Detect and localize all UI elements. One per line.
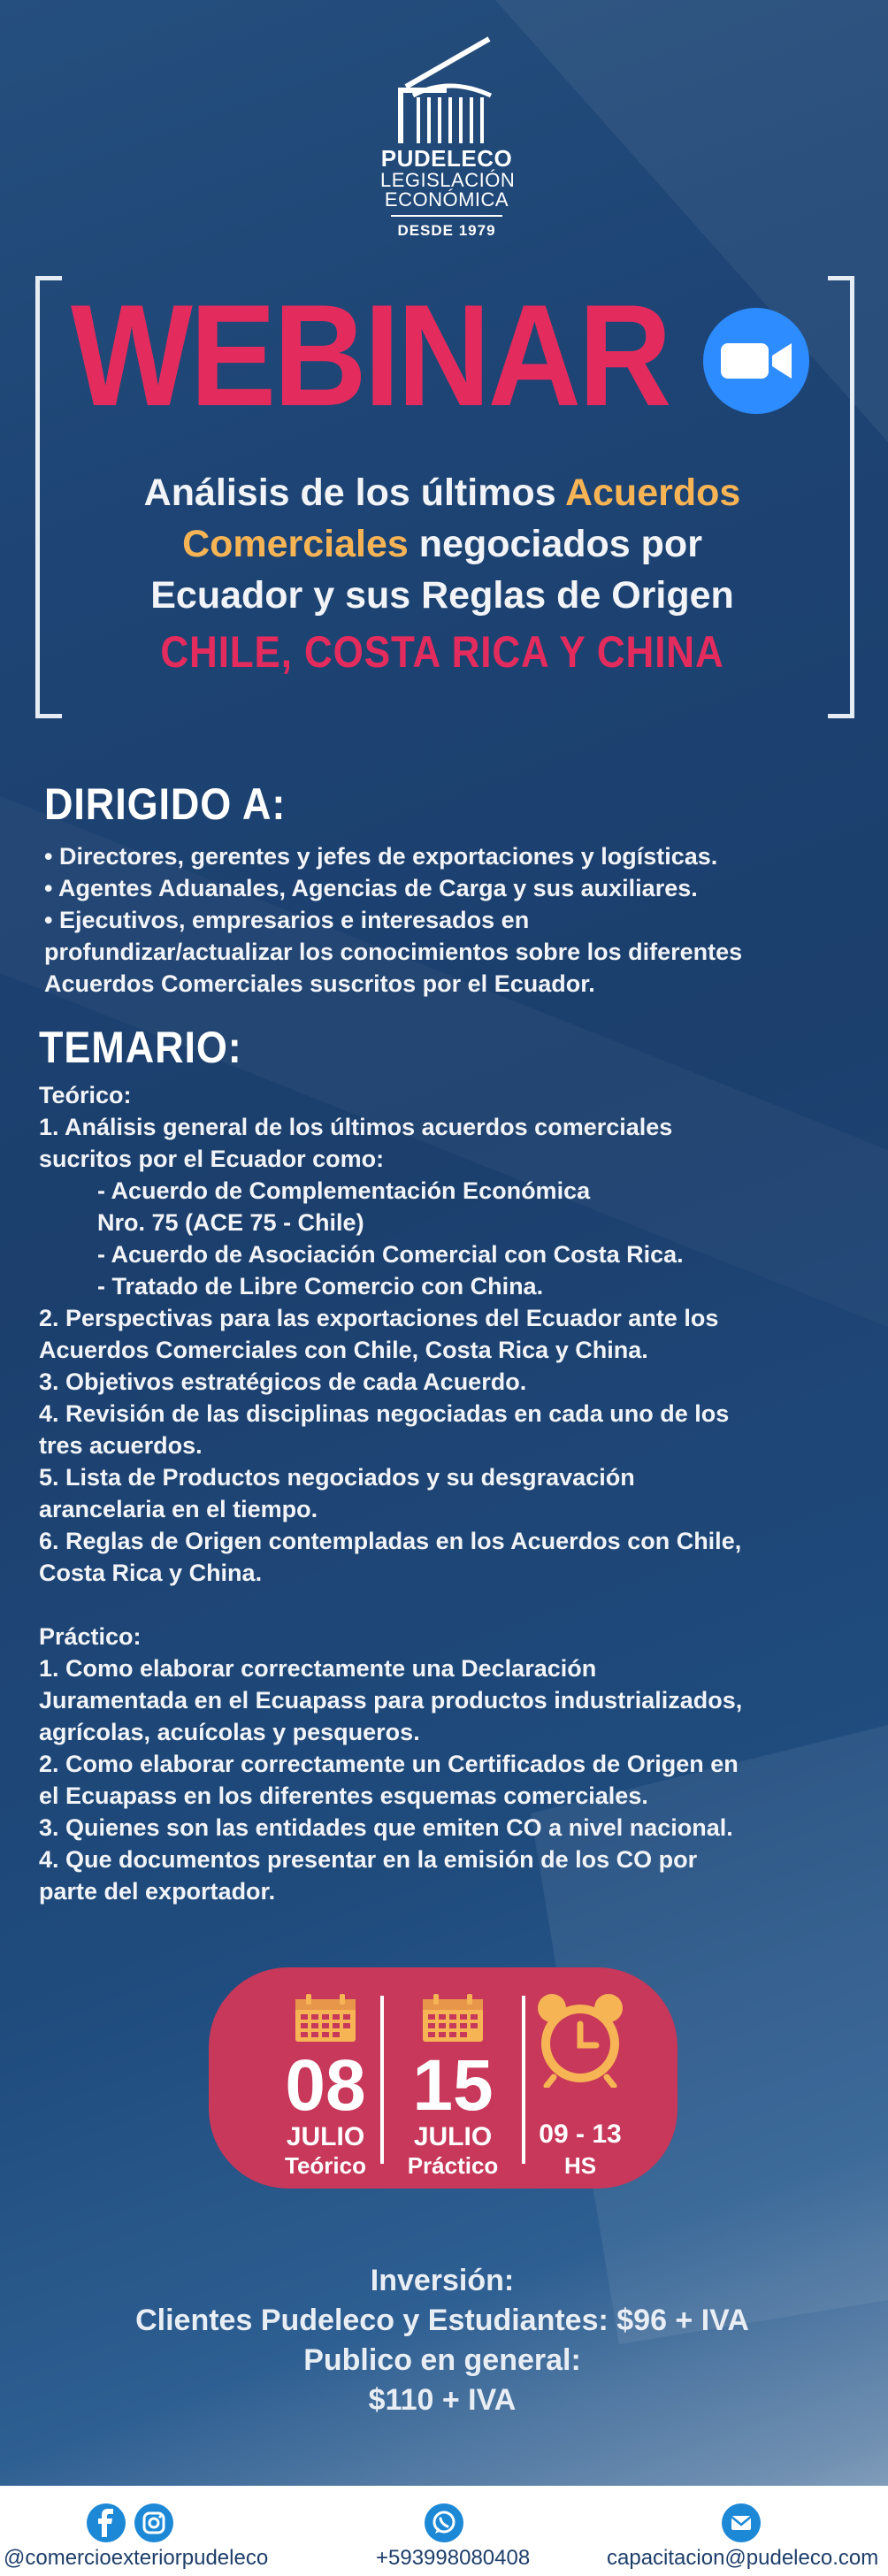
- day-1: 08: [285, 2045, 366, 2126]
- audience-list: [44, 840, 858, 1000]
- date-column-1: [255, 1967, 396, 2189]
- teorico-label: Teórico:: [39, 1082, 132, 1108]
- investment-block: [53, 2261, 831, 2420]
- date-column-2: [382, 1967, 524, 2189]
- contact-footer: [0, 2486, 888, 2576]
- syllabus-line: - Tratado de Libre Comercio con China.: [97, 1273, 544, 1300]
- phone-number[interactable]: +593998080408: [376, 2546, 531, 2570]
- syllabus-line: 1. Análisis general de los últimos acuerdos comerciales: [39, 1114, 673, 1140]
- syllabus-line: 5. Lista de Productos negociados y su desgravación: [39, 1464, 635, 1491]
- pudeleco-logo: [380, 35, 516, 240]
- headline-accent-2: Comerciales: [182, 523, 409, 565]
- facebook-icon[interactable]: [87, 2503, 126, 2542]
- left-bracket: [35, 276, 62, 718]
- investment-line-3: $110 + IVA: [368, 2383, 517, 2417]
- syllabus-line: Acuerdos Comerciales con Chile, Costa Rica y China.: [39, 1337, 648, 1363]
- dirigido-heading: DIRIGIDO A:: [44, 779, 287, 829]
- list-item: Acuerdos Comerciales suscritos por el Ecuador.: [44, 970, 595, 997]
- logo-divider: [391, 215, 502, 217]
- investment-line-1: Clientes Pudeleco y Estudiantes: $96 + IVA: [135, 2304, 749, 2337]
- headline-part-3: Ecuador y sus Reglas de Origen: [150, 574, 734, 617]
- investment-title: Inversión:: [370, 2264, 515, 2297]
- logo-name: PUDELECO: [380, 145, 513, 172]
- calendar-icon: [421, 1994, 485, 2043]
- webinar-title: WEBINAR: [71, 274, 670, 436]
- headline-accent-1: Acuerdos: [564, 472, 741, 514]
- syllabus-line: 4. Que documentos presentar en la emisión de los CO por: [39, 1846, 698, 1873]
- spacer: [39, 1589, 861, 1621]
- syllabus-line: Costa Rica y China.: [39, 1560, 263, 1586]
- syllabus-line: parte del exportador.: [39, 1878, 276, 1905]
- calendar-icon: [294, 1994, 357, 2043]
- syllabus-line: 3. Quienes son las entidades que emiten CO a nivel nacional.: [39, 1814, 733, 1841]
- list-item: • Directores, gerentes y jefes de exportaciones y logísticas.: [44, 843, 718, 870]
- email-address[interactable]: capacitacion@pudeleco.com: [607, 2546, 879, 2570]
- syllabus-line: tres acuerdos.: [39, 1432, 203, 1459]
- instagram-icon[interactable]: [134, 2503, 173, 2542]
- syllabus-line: arancelaria en el tiempo.: [39, 1496, 318, 1522]
- logo-subtitle-1: LEGISLACIÓN: [380, 169, 516, 191]
- logo-since: DESDE 1979: [397, 222, 496, 239]
- email-icon[interactable]: [722, 2503, 761, 2542]
- list-item: • Ejecutivos, empresarios e interesados en: [44, 907, 530, 933]
- list-item: • Agentes Aduanales, Agencias de Carga y sus auxiliares.: [44, 875, 698, 901]
- schedule-pill: [209, 1967, 677, 2189]
- countries-subtitle: CHILE, COSTA RICA Y CHINA: [160, 627, 724, 677]
- day-2: 15: [412, 2045, 494, 2126]
- list-item: profundizar/actualizar los conocimientos sobre los diferentes: [44, 939, 743, 965]
- syllabus-line: 4. Revisión de las disciplinas negociadas en cada uno de los: [39, 1400, 730, 1427]
- time-range: 09 - 13: [539, 2120, 622, 2149]
- month-2: JULIO: [413, 2122, 493, 2151]
- syllabus-line: sucritos por el Ecuador como:: [39, 1146, 385, 1172]
- syllabus-line: 2. Como elaborar correctamente un Certificados de Origen en: [39, 1751, 739, 1777]
- syllabus: [39, 1079, 861, 1907]
- time-unit: HS: [563, 2152, 597, 2179]
- webinar-headline: [71, 467, 814, 621]
- building-logo-icon: [394, 35, 500, 146]
- social-handle[interactable]: @comercioexteriorpudeleco: [4, 2546, 269, 2570]
- whatsapp-icon[interactable]: [425, 2503, 463, 2542]
- session-1: Teórico: [285, 2152, 366, 2179]
- time-column: [509, 1967, 651, 2189]
- temario-heading: TEMARIO:: [39, 1023, 242, 1072]
- syllabus-line: 2. Perspectivas para las exportaciones del Ecuador ante los: [39, 1305, 719, 1331]
- headline-part-1: Análisis de los últimos: [143, 472, 565, 514]
- syllabus-line: Nro. 75 (ACE 75 - Chile): [97, 1209, 364, 1236]
- session-2: Práctico: [407, 2152, 499, 2179]
- headline-part-2: negociados por: [408, 523, 702, 565]
- investment-line-2: Publico en general:: [303, 2343, 581, 2377]
- month-1: JULIO: [286, 2122, 365, 2151]
- logo-subtitle-2: ECONÓMICA: [384, 188, 509, 211]
- syllabus-line: 1. Como elaborar correctamente una Declaración: [39, 1655, 597, 1682]
- syllabus-line: agrícolas, acuícolas y pesqueros.: [39, 1719, 420, 1745]
- syllabus-line: 6. Reglas de Origen contempladas en los Acuerdos con Chile,: [39, 1528, 742, 1554]
- syllabus-line: el Ecuapass en los diferentes esquemas comerciales.: [39, 1782, 648, 1809]
- syllabus-line: 3. Objetivos estratégicos de cada Acuerdo.: [39, 1368, 527, 1395]
- alarm-clock-icon: [532, 1990, 628, 2088]
- syllabus-line: - Acuerdo de Asociación Comercial con Costa Rica.: [97, 1241, 684, 1268]
- right-bracket: [828, 276, 854, 718]
- syllabus-line: Juramentada en el Ecuapass para productos industrializados,: [39, 1687, 743, 1714]
- practico-label: Práctico:: [39, 1623, 142, 1650]
- zoom-video-icon: [703, 308, 809, 414]
- syllabus-line: - Acuerdo de Complementación Económica: [97, 1177, 591, 1204]
